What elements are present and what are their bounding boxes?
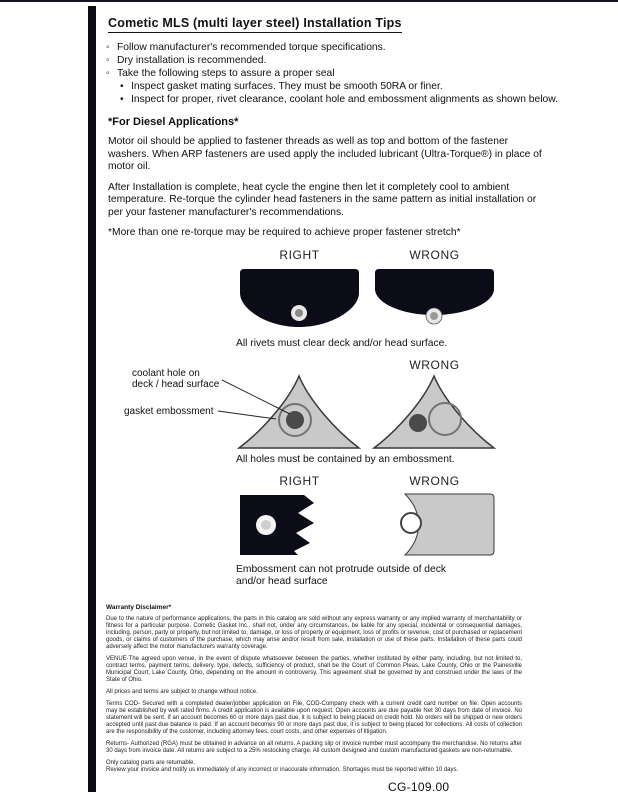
dot-bullet-icon [120,80,131,93]
tip-subitem [120,80,561,93]
wrong-label: WRONG [409,473,460,488]
right-label-empty [236,358,363,372]
tip-text: Dry installation is recommended. [117,55,267,66]
diagram-row-holes [124,357,498,466]
warranty-paragraph: Terms COD- Secured with a completed dealer/jobber application on File, COD-Company check with a current credit card number on file. Open accounts may be established by well rated firms. A credit application is available upon request. Open accounts are due payable Net 30 days from date of invoice. No statement will be sent. If an account becomes 60 or more days past due, it is subject to being placed on credit hold. No orders will be shipped or new orders accepted until past due balance is paid. If an account becomes 90 or more days past due, it is subject to being placed for collections. All costs of collection are the responsibility of the customer, including attorney fees, court costs, and other expenses of litigation. [106,700,522,735]
caption-line: Embossment can not protrude outside of deck [236,563,447,575]
warranty-paragraph: All prices and terms are subject to change without notice. [106,688,258,695]
dot-bullet-icon [120,93,131,106]
annotation-line: coolant hole on [132,367,200,379]
tip-subitem [120,93,561,106]
embossment-protrude-right-diagram [236,489,363,561]
diesel-paragraph: After Installation is complete, heat cycle the engine then let it completely cool to ambient temperature. Re-torque the cylinder head fasteners in the same pattern as initial installation or per your fastener manufacturer's recommendations. [108,181,537,218]
holes-caption: All holes must be contained by an embossment. [236,453,455,465]
page-title: Cometic MLS (multi layer steel) Installation Tips [108,16,402,33]
page-number: CG-109.00 [388,779,450,794]
diagram-block [124,247,498,588]
annotation-coolant-hole [132,368,232,391]
page-top-edge [0,0,618,2]
diagram-row-rivets [236,248,498,350]
circle-bullet-icon [106,54,117,67]
left-margin-rule [88,6,96,792]
right-label: RIGHT [279,247,320,262]
annotation-line: deck / head surface [132,379,220,390]
warranty-paragraph: VENUE-The agreed upon venue, in the event of dispute whatsoever between the parties, whether instituted by either party, including, but not limited to, contract terms, payment terms, delivery, type, defects, sufficiency of product, shall be the Court of Common Pleas, Lake County, Ohio or the Painesville Municipal Court, Lake County, Ohio, depending on the amount in controversy. This agreement shall be governed by and construed under the laws of the State of Ohio. [106,655,522,683]
right-label: RIGHT [279,473,320,488]
warranty-paragraph: Due to the nature of performance applications, the parts in this catalog are sold without any express warranty or any implied warranty of merchantability or fitness for a particular purpose. Cometic Gasket Inc., shall not, under any circumstances, be liable for any special, incidental or consequential damages, including, person, party or property, but not limited to, damage, or loss of property or equipment, loss of profits or revenue, cost of purchased or replacement goods, or claims of customers of the purchase, which may arise and/or result from sale, installation or use of these parts. Installation of these parts could adversely affect the motor manufacturers warranty coverage. [106,615,522,650]
annotation-gasket-embossment: gasket embossment [124,405,214,417]
embossment-protrude-wrong-diagram [371,489,498,561]
diesel-applications-heading: *For Diesel Applications* [108,116,239,128]
circle-bullet-icon [106,41,117,54]
warranty-disclaimer-section [106,604,522,774]
tip-item [106,41,561,54]
diagram-row-protrusion [236,474,498,588]
rivet-caption: All rivets must clear deck and/or head surface. [236,337,448,349]
caption-line: and/or head surface [236,575,328,587]
retorque-note: *More than one re-torque may be required to achieve proper fastener stretch* [108,227,461,238]
hole-embossment-right-diagram [236,373,363,451]
page-content [106,14,561,794]
wrong-label: WRONG [409,247,460,262]
wrong-label: WRONG [409,357,460,372]
rivet-clear-wrong-diagram [371,263,498,335]
warranty-paragraph: Returns- Authorized (RGA) must be obtained in advance on all returns. A packing slip or invoice number must accompany the merchandise. No returns after 30 days from invoice date. All returns are subject to a 25% restocking charge. All custom designed and custom manufactured gaskets are non-returnable. [106,740,522,754]
diesel-paragraph: Motor oil should be applied to fastener threads as well as top and bottom of the fastener washers. When ARP fasteners are used apply the included lubricant (Ultra-Torque®) in place of motor oil. [108,136,542,172]
hole-embossment-wrong-diagram [371,373,498,451]
installation-tips-list [106,41,561,106]
tip-text: Follow manufacturer's recommended torque specifications. [117,42,386,53]
tip-text: Inspect gasket mating surfaces. They must be smooth 50RA or finer. [131,81,443,92]
tip-item [106,67,561,80]
tip-text: Inspect for proper, rivet clearance, coolant hole and embossment alignments as shown below. [131,94,558,105]
protrusion-caption [236,564,498,588]
warranty-heading: Warranty Disclaimer* [106,603,172,611]
tip-text: Take the following steps to assure a proper seal [117,68,335,79]
rivet-clear-right-diagram [236,263,363,335]
tip-item [106,54,561,67]
circle-bullet-icon [106,67,117,80]
warranty-paragraph: Only catalog parts are returnable. [106,759,196,766]
warranty-paragraph: Review your invoice and notify us immediately of any incorrect or inaccurate information. Shortages must be reported within 10 days. [106,766,459,773]
